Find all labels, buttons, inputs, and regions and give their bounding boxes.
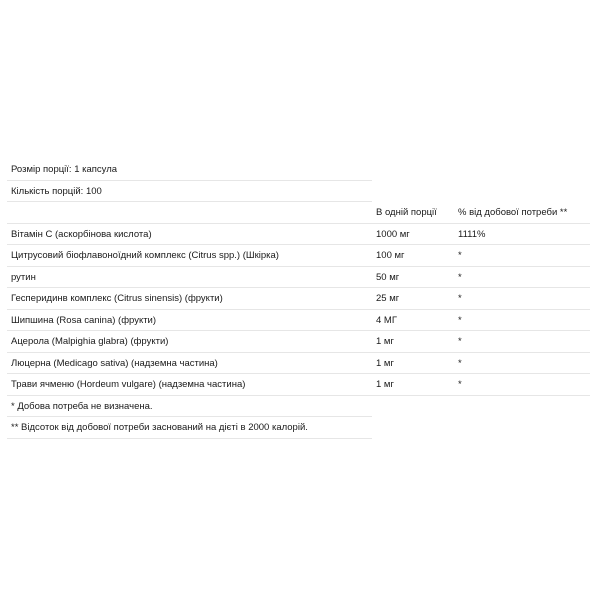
footnote-2000-calorie-diet: ** Відсоток від добової потреби заснований на дієті в 2000 калорій. [11,422,308,433]
table-row [7,331,590,353]
ingredient-name: Ацерола (Malpighia glabra) (фрукти) [11,336,169,347]
ingredient-name: Люцерна (Medicago sativa) (надземна частина) [11,357,218,369]
ingredient-daily-value: * [458,357,462,369]
table-row [7,374,590,396]
table-row [7,224,590,246]
footnote-daily-value-not-established: * Добова потреба не визначена. [11,400,153,412]
table-row [7,245,590,267]
ingredient-daily-value: * [458,250,462,261]
servings-per-container-row [7,181,372,203]
ingredient-daily-value: * [458,271,462,283]
ingredient-daily-value: * [458,314,462,326]
ingredient-daily-value: * [458,293,462,304]
ingredient-daily-value: 1111% [458,228,486,240]
table-row [7,288,590,310]
ingredient-amount: 50 мг [376,271,400,283]
ingredient-amount: 1 мг [376,357,394,369]
ingredient-name: Вітамін С (аскорбінова кислота) [11,228,152,240]
servings-per-container: Кількість порцій: 100 [11,185,102,197]
footnote-row [7,417,372,439]
supplement-facts-table [7,159,590,439]
ingredient-name: Цитрусовий біофлавоноїдний комплекс (Citrus spp.) (Шкірка) [11,250,279,261]
ingredient-amount: 1 мг [376,379,394,390]
ingredient-name: Гесперидинв комплекс (Citrus sinensis) (фрукти) [11,293,223,304]
table-header-row [7,202,590,224]
ingredient-amount: 4 МГ [376,314,397,326]
footnote-row [7,396,372,418]
ingredient-daily-value: * [458,336,462,347]
ingredient-amount: 100 мг [376,250,405,261]
column-header-amount: В одній порції [376,207,437,218]
table-row [7,310,590,332]
ingredient-name: Трави ячменю (Hordeum vulgare) (надземна частина) [11,379,246,390]
ingredient-name: рутин [11,271,36,283]
ingredient-amount: 1000 мг [376,228,410,240]
ingredient-amount: 25 мг [376,293,400,304]
ingredient-amount: 1 мг [376,336,394,347]
table-row [7,267,590,289]
ingredient-daily-value: * [458,379,462,390]
serving-size: Розмір порції: 1 капсула [11,164,118,175]
serving-size-row [7,159,372,181]
column-header-daily-value: % від добової потреби ** [458,207,568,218]
table-row [7,353,590,375]
ingredient-name: Шипшина (Rosa canina) (фрукти) [11,314,157,326]
